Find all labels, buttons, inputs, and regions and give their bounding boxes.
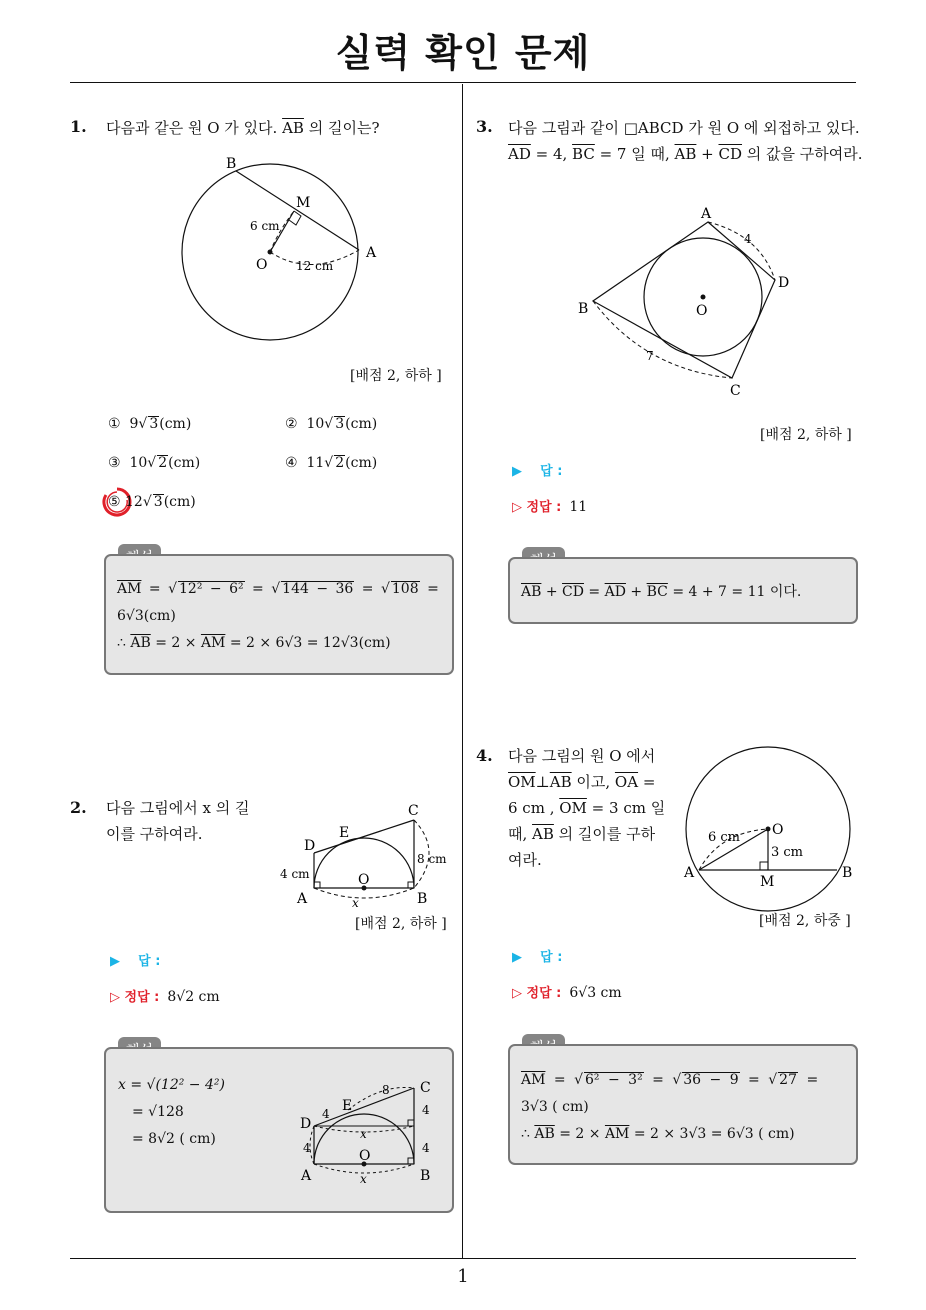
svg-text:B: B: [417, 891, 428, 907]
svg-text:B: B: [842, 865, 853, 881]
svg-text:7: 7: [646, 349, 654, 363]
q4-answer-row: ▶ 답 :: [512, 950, 563, 965]
q2-solution-line2: = √128: [132, 1104, 184, 1120]
q1-label-O: O: [256, 257, 268, 273]
q1-label-B: B: [226, 156, 237, 172]
q2-solution-figure: [296, 1076, 446, 1186]
svg-text:A: A: [684, 865, 695, 881]
q4-score: [배점 2, 하중 ]: [759, 913, 851, 929]
q1-text: 다음과 같은 원 O 가 있다. $\overline{AB}$ 의 길이는?: [106, 119, 380, 137]
q4-text-line3: 6 cm , $\overline{OM} = 3$ cm 일: [508, 799, 666, 817]
q1-label-M: M: [296, 195, 311, 211]
q3-correct-row: ▷ 정답 : 11: [512, 499, 588, 515]
header-rule: [70, 82, 856, 83]
q3-text-line2: $\overline{AD} = 4$, $\overline{BC} = 7$ 일 때, $\overline{AB} + \overline{CD}$ 의 값을 구하여라.: [508, 145, 863, 163]
q2-text-line2: 이를 구하여라.: [106, 825, 203, 843]
q4-solution-line2: 3√3 ( cm): [521, 1099, 589, 1115]
svg-text:B: B: [578, 301, 589, 317]
svg-text:O: O: [359, 1148, 371, 1164]
q2-correct-arrow-icon: ▷: [110, 990, 120, 1005]
q1-label-r: 6 cm: [250, 219, 280, 233]
q3-answer-arrow-icon: ▶: [512, 464, 522, 479]
q1-solution-line2: 6√3(cm): [117, 608, 176, 624]
footer-rule: [70, 1258, 856, 1259]
q4-text-line2: $\overline{OM}\perp\overline{AB}$ 이고, $\overline{OA}$ =: [508, 773, 656, 791]
q4-solution-line1: $\overline{AM}$ = √ 6² − 3² = √ 36 − 9 = √ 27 =: [521, 1072, 819, 1088]
svg-text:8: 8: [382, 1083, 390, 1097]
q1-solution-line3: ∴ $\overline{AB} = 2 \times \overline{AM} = 2 \times 6√3 = 12√3(cm)$: [117, 635, 391, 651]
q2-answer-row: ▶ 답 :: [110, 954, 161, 969]
q2-text-line1: 다음 그림에서 x 의 길: [106, 799, 250, 817]
q1-choice-1[interactable]: ① 9√ 3(cm): [108, 416, 192, 432]
q4-text-line5: 여라.: [508, 851, 542, 869]
svg-text:E: E: [342, 1098, 353, 1114]
svg-text:A: A: [301, 1168, 312, 1184]
q1-solution-line1: $\overline{AM}$ = √ 12² − 6² = √ 144 − 36 = √ 108 =: [117, 581, 439, 597]
q2-number: 2.: [70, 798, 87, 817]
svg-text:4: 4: [303, 1141, 311, 1155]
q3-figure: [570, 200, 800, 400]
q4-number: 4.: [476, 746, 493, 765]
svg-text:3 cm: 3 cm: [771, 845, 804, 860]
q3-correct-arrow-icon: ▷: [512, 500, 522, 515]
q1-choice-4[interactable]: ④ 11√ 2(cm): [285, 455, 378, 471]
svg-text:O: O: [772, 822, 784, 838]
q1-choice-3[interactable]: ③ 10√ 2(cm): [108, 455, 201, 471]
svg-text:C: C: [730, 383, 741, 399]
q3-number: 3.: [476, 117, 493, 136]
column-divider: [462, 84, 463, 1259]
q3-answer-row: ▶ 답 :: [512, 464, 563, 479]
q4-solution-line3: ∴ $\overline{AB} = 2 \times \overline{AM} = 2 \times 3√3 = 6√3$ ( cm): [521, 1126, 795, 1142]
q4-text-line1: 다음 그림의 원 O 에서: [508, 747, 656, 765]
svg-text:x: x: [360, 1127, 367, 1141]
svg-text:C: C: [420, 1080, 431, 1096]
q2-solution-line1: x = √(12² − 4²): [118, 1077, 225, 1093]
svg-text:4: 4: [322, 1107, 330, 1121]
svg-text:4: 4: [422, 1103, 430, 1117]
svg-text:x: x: [360, 1172, 367, 1186]
page-number: 1: [457, 1266, 469, 1287]
svg-text:4: 4: [744, 232, 752, 246]
svg-text:A: A: [297, 891, 308, 907]
q1-number: 1.: [70, 117, 87, 136]
page-title: 실력 확인 문제: [335, 31, 591, 75]
svg-text:6 cm: 6 cm: [708, 830, 741, 845]
svg-text:D: D: [300, 1116, 312, 1132]
q1-score: [배점 2, 하하 ]: [350, 368, 442, 384]
q1-label-A: A: [366, 245, 377, 261]
svg-text:x: x: [352, 896, 359, 910]
svg-text:O: O: [358, 872, 370, 888]
q1-figure: [170, 150, 390, 350]
svg-text:D: D: [304, 838, 316, 854]
svg-text:4 cm: 4 cm: [280, 867, 310, 881]
q3-text-line1: 다음 그림과 같이 □ABCD 가 원 O 에 외접하고 있다.: [508, 119, 860, 137]
svg-text:B: B: [420, 1168, 431, 1184]
q2-figure: [276, 800, 456, 912]
q4-answer-arrow-icon: ▶: [512, 950, 522, 965]
svg-text:M: M: [760, 874, 775, 890]
q4-correct-arrow-icon: ▷: [512, 986, 522, 1001]
svg-text:4: 4: [422, 1141, 430, 1155]
q4-correct-row: ▷ 정답 : 6√3 cm: [512, 985, 622, 1001]
q2-solution-line3: = 8√2 ( cm): [132, 1131, 216, 1147]
q1-choice-2[interactable]: ② 10√ 3(cm): [285, 416, 378, 432]
q2-answer-arrow-icon: ▶: [110, 954, 120, 969]
svg-text:C: C: [408, 803, 419, 819]
svg-text:A: A: [701, 206, 712, 222]
svg-text:E: E: [339, 825, 350, 841]
svg-text:O: O: [696, 303, 708, 319]
q1-center-dot: [268, 250, 273, 255]
svg-text:D: D: [778, 275, 790, 291]
q1-label-d: 12 cm: [296, 259, 334, 273]
q3-score: [배점 2, 하하 ]: [760, 427, 852, 443]
q2-score: [배점 2, 하하 ]: [355, 916, 447, 932]
q2-correct-row: ▷ 정답 : 8√2 cm: [110, 989, 220, 1005]
q1-choice-5[interactable]: ⑤ 12√ 3(cm): [108, 494, 196, 510]
q4-text-line4: 때, $\overline{AB}$ 의 길이를 구하: [508, 825, 656, 843]
q3-solution-line1: $\overline{AB} + \overline{CD} = \overline{AD} + \overline{BC} = 4 + 7 = 11$ 이다.: [521, 584, 802, 600]
q4-figure: [680, 740, 865, 912]
svg-text:8 cm: 8 cm: [417, 852, 447, 866]
